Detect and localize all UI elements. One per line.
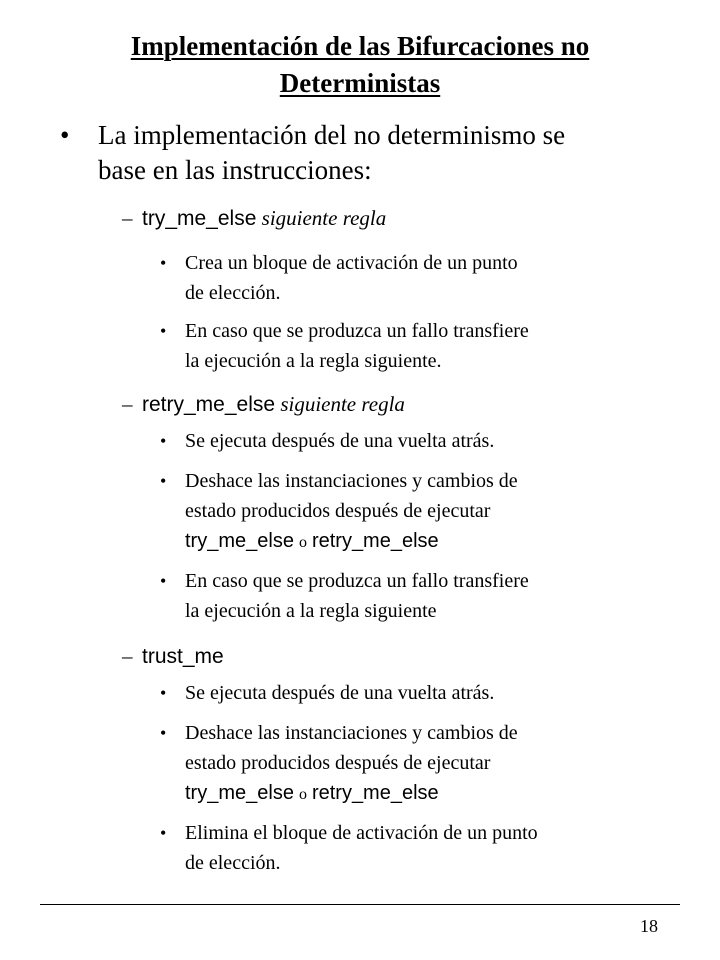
bullet-marker: • (160, 471, 167, 491)
code-instruction: try_me_else (185, 530, 294, 552)
instruction-argument: siguiente regla (261, 206, 387, 230)
title-line-2: Deterministas (279, 68, 441, 98)
footer-divider (40, 904, 680, 905)
bullet-marker: • (160, 683, 167, 703)
bullet-marker: • (160, 823, 167, 843)
title-line-1: Implementación de las Bifurcaciones no (130, 31, 590, 61)
intro-text: La implementación del no determinismo se base en las instrucciones: (98, 120, 566, 185)
bullet-marker: • (160, 253, 167, 273)
dash-marker: – (122, 644, 133, 668)
dash-marker: – (122, 206, 133, 230)
instruction-name: trust_me (142, 645, 224, 668)
page-number: 18 (640, 916, 658, 936)
bullet-marker: • (160, 321, 167, 341)
slide-title (0, 28, 720, 102)
bullet-marker: • (60, 120, 70, 150)
code-instruction: retry_me_else (311, 530, 439, 552)
dash-marker: – (122, 392, 133, 416)
instruction-argument: siguiente regla (280, 392, 405, 416)
bullet-marker: • (160, 431, 167, 451)
bullet-marker: • (160, 571, 167, 591)
code-instruction: retry_me_else (311, 782, 439, 804)
instruction-name: retry_me_else (142, 393, 276, 416)
bullet-marker: • (160, 723, 167, 743)
instruction-name: try_me_else (142, 207, 257, 230)
code-instruction: try_me_else (185, 782, 294, 804)
